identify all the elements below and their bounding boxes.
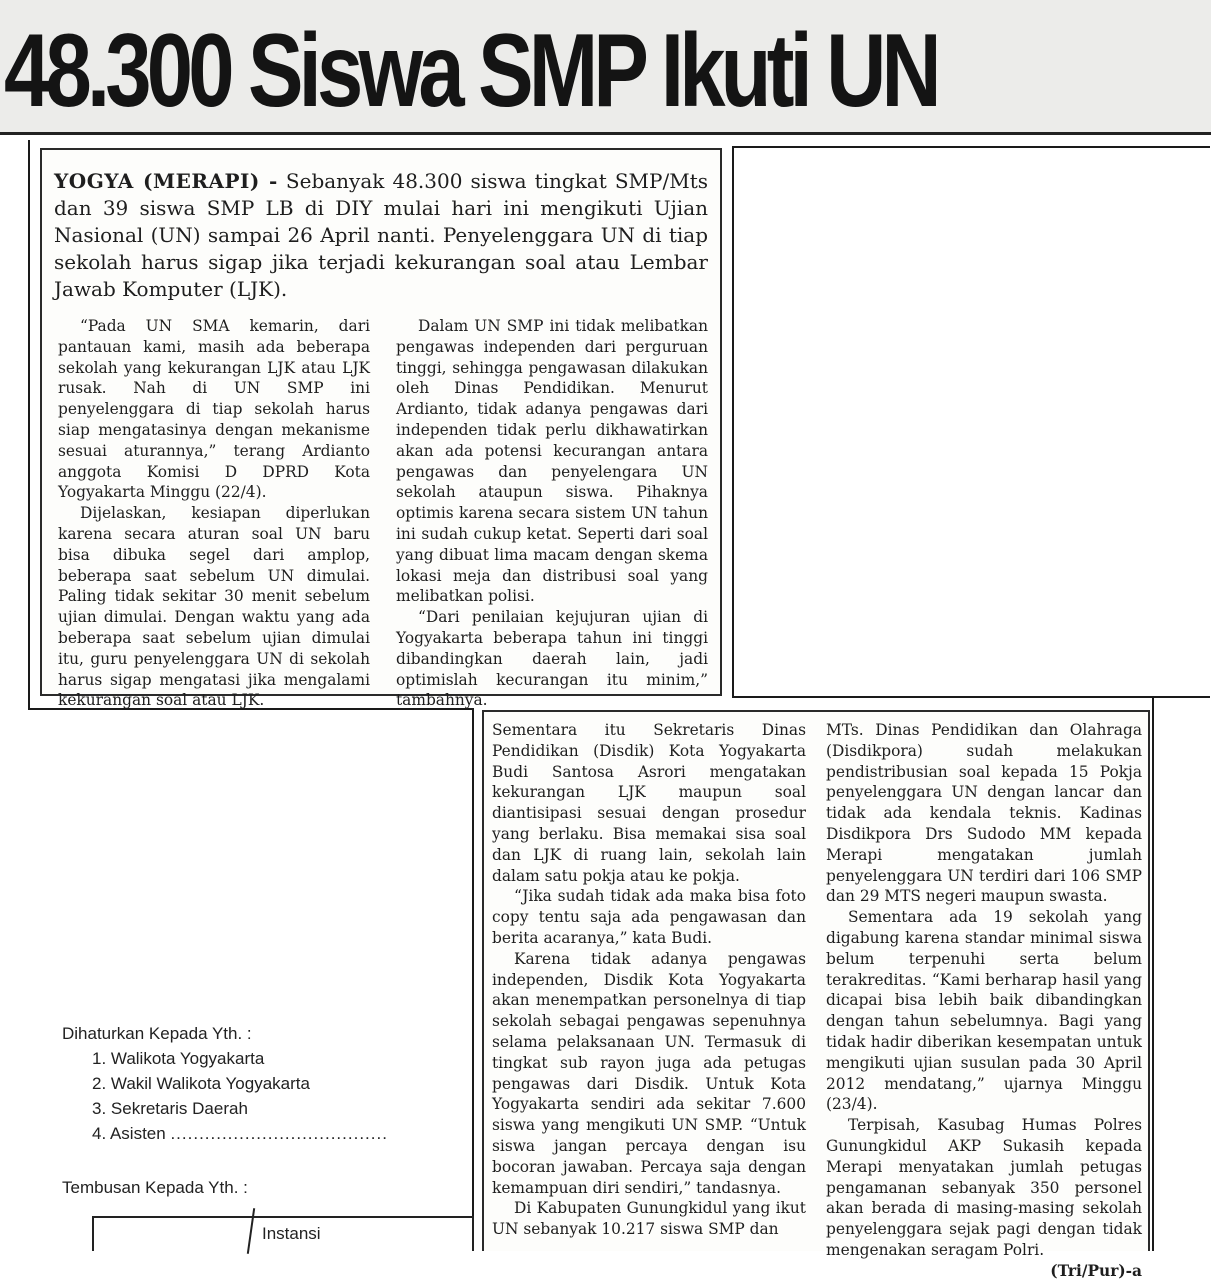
dateline: YOGYA (MERAPI) -	[54, 169, 278, 193]
col4-paragraph: MTs. Dinas Pendidikan dan Olahraga (Disdikpora) sudah melakukan pendistribusian soal kepada 15 Pokja penyelenggara UN dengan lancar dan tidak ada kendala teknis. Kadinas Disdikpora Drs Sudodo MM kepada Merapi mengatakan jumlah penyelenggara UN terdiri dari 106 SMP dan 29 MTS negeri maupun swasta.	[826, 721, 1142, 906]
table-header-instansi: Instansi	[262, 1224, 321, 1243]
col3-paragraph: “Jika sudah tidak ada maka bisa foto copy tentu saja ada pengawasan dan berita acaranya,” kata Budi.	[492, 887, 806, 947]
memo-fill-dots: ......................................	[170, 1124, 388, 1143]
col2-paragraph: “Dari penilaian kejujuran ujian di Yogyakarta beberapa tahun ini tinggi dibandingkan daerah lain, jadi optimislah kecurangan itu minim,” tambahnya.	[396, 608, 708, 710]
column-2	[396, 316, 708, 711]
col3-paragraph: Sementara itu Sekretaris Dinas Pendidikan (Disdik) Kota Yogyakarta Budi Santosa Asrori mengatakan kekurangan LJK maupun soal diantisipasi sesuai dengan prosedur yang berlaku. Bisa memakai sisa soal dan LJK di ruang lain, sekolah lain dalam satu pokja atau ke pokja.	[492, 721, 806, 885]
memo-recipient: 4. Asisten	[92, 1124, 166, 1143]
column-3	[492, 720, 806, 1240]
memo-recipient: 3. Sekretaris Daerah	[92, 1099, 248, 1118]
memo-recipient-list	[92, 1046, 388, 1146]
column-4	[826, 720, 1142, 1282]
lead-text: Sebanyak 48.300 siswa tingkat SMP/Mts dan 39 siswa SMP LB di DIY mulai hari ini mengikuti Ujian Nasional (UN) sampai 26 April nanti. Penyelenggara UN di tiap sekolah harus sigap jika terjadi kekurangan soal atau Lembar Jawab Komputer (LJK).	[54, 169, 709, 301]
column-1	[58, 316, 370, 711]
memo-recipient: 1. Walikota Yogyakarta	[92, 1049, 265, 1068]
frame-line-right	[732, 146, 734, 698]
col1-paragraph: Dijelaskan, kesiapan diperlukan karena secara aturan soal UN baru bisa dibuka segel dari amplop, beberapa saat sebelum UN dimulai. Paling tidak sekitar 30 menit sebelum ujian dimulai. Dengan waktu yang ada beberapa saat sebelum ujian dimulai itu, guru penyelenggara UN di sekolah harus sigap mengatasi jika mengalami kekurangan soal atau LJK.	[58, 504, 370, 710]
col1-paragraph: “Pada UN SMA kemarin, dari pantauan kami, masih ada beberapa sekolah yang kekurangan LJK atau LJK rusak. Nah di UN SMP ini penyelenggara di tiap sekolah harus siap mengatasinya dengan mekanisme sesuai aturannya,” terang Ardianto anggota Komisi D DPRD Kota Yogyakarta Minggu (22/4).	[58, 317, 370, 502]
memo-recipient-row	[92, 1121, 388, 1146]
col3-paragraph: Karena tidak adanya pengawas independen, Disdik Kota Yogyakarta akan menempatkan personelnya di tiap sekolah sebagai pengawas sepenuhnya selama pelaksanaan UN. Termasuk di tingkat sub rayon juga ada petugas pengawas dari Disdik. Untuk Kota Yogyakarta sendiri ada sekitar 7.600 siswa yang mengikuti UN SMP. “Untuk siswa jangan percaya dengan isu bocoran jawaban. Percaya saja dengan kemampuan diri sendiri,” tandasnya.	[492, 949, 806, 1197]
frame-line-left	[28, 140, 30, 710]
col4-paragraph	[826, 1115, 1142, 1280]
col2-paragraph: Dalam UN SMP ini tidak melibatkan pengawas independen dari perguruan tinggi, sehingga pengawasan dilakukan oleh Dinas Pendidikan. Menurut Ardianto, tidak adanya pengawas dari independen tidak perlu dikhawatirkan akan ada potensi kecurangan antara pengawas dan penyelengara UN sekolah ataupun siswa. Pihaknya optimis karena secara sistem UN tahun ini sudah cukup ketat. Seperti dari soal yang dibuat lima macam dengan skema lokasi meja dan distribusi soal yang melibatkan polisi.	[396, 317, 708, 606]
lead-paragraph	[54, 168, 708, 303]
memo-recipient: 2. Wakil Walikota Yogyakarta	[92, 1074, 310, 1093]
col3-paragraph: Di Kabupaten Gunungkidul yang ikut UN sebanyak 10.217 siswa SMP dan	[492, 1199, 806, 1239]
frame-line-far-right	[1152, 698, 1154, 1251]
byline: (Tri/Pur)-a	[1050, 1261, 1142, 1280]
memo-title: Dihaturkan Kepada Yth. :	[62, 1024, 252, 1043]
frame-line-top-right	[732, 146, 1210, 148]
frame-line-mid	[472, 708, 474, 1251]
col4-last-text: Terpisah, Kasubag Humas Polres Gunungkidul AKP Sukasih kepada Merapi menyatakan jumlah petugas pengamanan sebanyak 350 personel akan berada di masing-masing sekolah penyelenggara sejak pagi dengan tidak mengenakan seragam Polri.	[826, 1116, 1142, 1259]
instansi-table	[92, 1216, 474, 1251]
col4-paragraph: Sementara ada 19 sekolah yang digabung karena standar minimal siswa belum terpenuhi serta belum terakreditas. “Kami berharap hasil yang dicapai bisa lebih baik dibandingkan dengan tahun sebelumnya. Bagi yang tidak hadir diberikan kesempatan untuk mengikuti ujian susulan pada 30 April 2012 mendatang,” ujarnya Minggu (23/4).	[826, 908, 1142, 1114]
table-divider	[247, 1208, 255, 1254]
frame-line-bottom-right	[732, 696, 1210, 698]
headline: 48.300 Siswa SMP Ikuti UN	[4, 13, 937, 129]
memo-cc-title: Tembusan Kepada Yth. :	[62, 1178, 248, 1197]
